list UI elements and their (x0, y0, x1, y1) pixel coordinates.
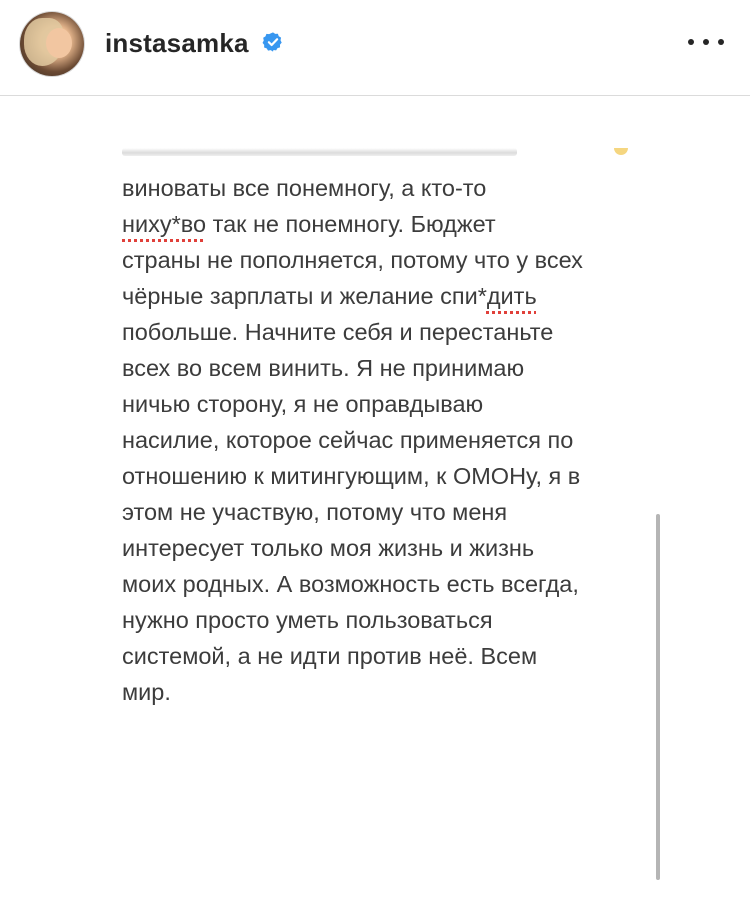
text-line: ничью сторону, я не оправдываю (122, 391, 484, 417)
text-line: виноваты все понемногу, а кто-то (122, 175, 487, 201)
profile-avatar[interactable] (20, 12, 84, 76)
more-options-button[interactable] (688, 30, 724, 54)
avatar-face-shape (46, 28, 72, 58)
post-image[interactable] (0, 96, 750, 921)
text-line: системой, а не идти против неё. Всем (122, 643, 538, 669)
more-dot-icon (703, 39, 709, 45)
spellcheck-underline: ниху*во (122, 211, 207, 237)
text-line: моих родных. А возможность есть всегда, (122, 571, 579, 597)
more-dot-icon (688, 39, 694, 45)
username-link[interactable]: instasamka (105, 28, 249, 58)
cropped-emoji (614, 148, 628, 155)
spellcheck-underline: дить (486, 283, 537, 309)
text-line: побольше. Начните себя и перестаньте (122, 319, 554, 345)
scrollbar[interactable] (656, 514, 660, 880)
text-line: нужно просто уметь пользоваться (122, 607, 493, 633)
post-header (0, 0, 750, 96)
text-line: отношению к митингующим, к ОМОНу, я в (122, 463, 581, 489)
text-line: интересует только моя жизнь и жизнь (122, 535, 535, 561)
text-line: чёрные зарплаты и желание спи*дить (122, 283, 537, 309)
text-line: всех во всем винить. Я не принимаю (122, 355, 525, 381)
post-text-block (122, 170, 642, 710)
text-line: ниху*во так не понемногу. Бюджет (122, 211, 496, 237)
text-line: страны не пополняется, потому что у всех (122, 247, 583, 273)
text-line: насилие, которое сейчас применяется по (122, 427, 574, 453)
cropped-text-line (122, 148, 517, 156)
text-line: мир. (122, 679, 171, 705)
text-line: этом не участвую, потому что меня (122, 499, 508, 525)
more-dot-icon (718, 39, 724, 45)
verified-badge-icon (262, 31, 284, 53)
